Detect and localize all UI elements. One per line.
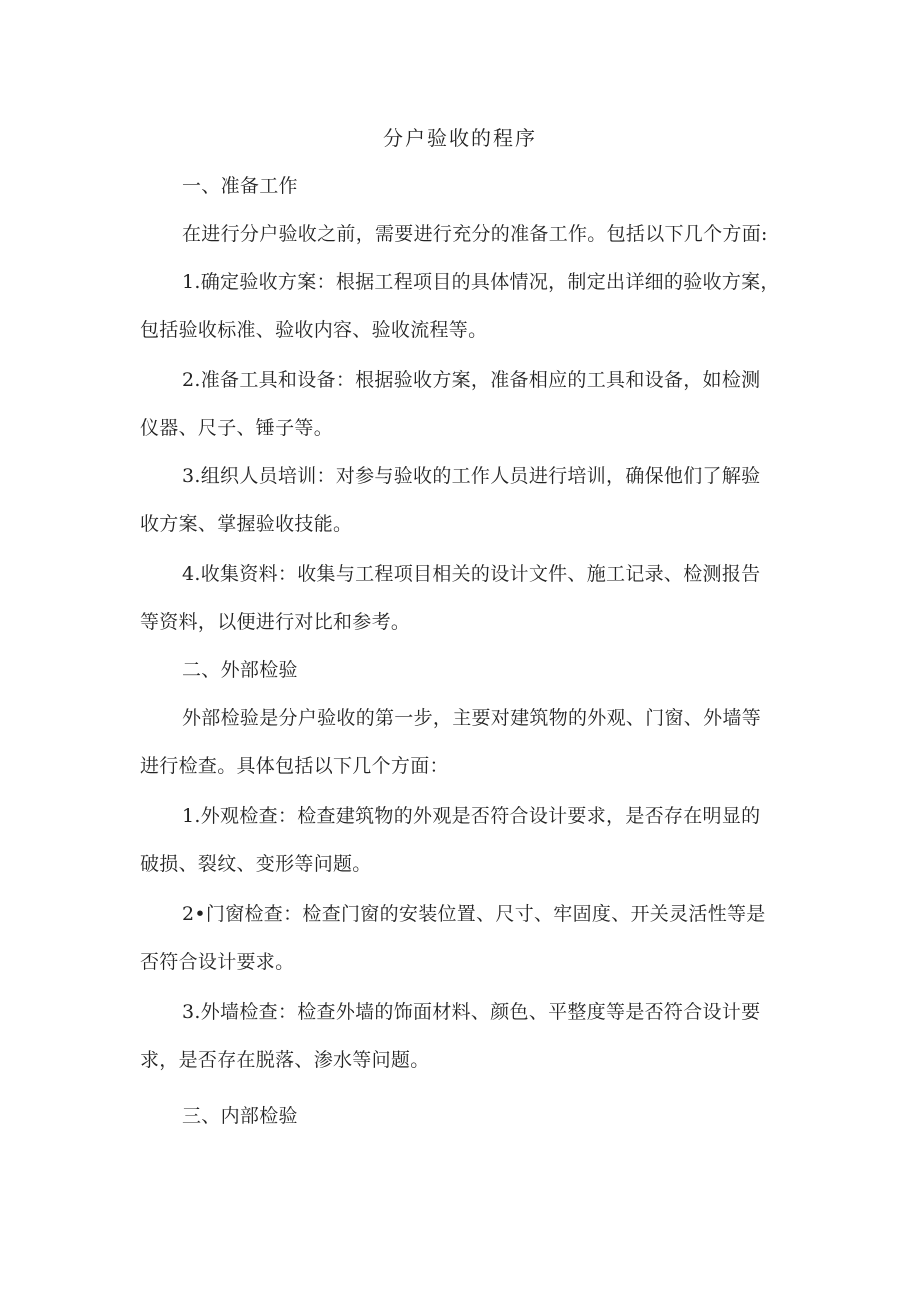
- list-item-line: 2•门窗检查：检查门窗的安装位置、尺寸、牢固度、开关灵活性等是: [182, 903, 766, 925]
- list-item-line: 等资料，以便进行对比和参考。: [140, 611, 411, 633]
- list-item-line: 4.收集资料：收集与工程项目相关的设计文件、施工记录、检测报告: [182, 563, 761, 585]
- list-item-line: 3.组织人员培训：对参与验收的工作人员进行培训，确保他们了解验: [182, 465, 761, 487]
- list-item-line: 求，是否存在脱落、渗水等问题。: [140, 1049, 430, 1071]
- paragraph-exterior-intro: 进行检查。具体包括以下几个方面：: [140, 755, 449, 777]
- list-item-line: 包括验收标准、验收内容、验收流程等。: [140, 319, 488, 341]
- document-title: 分户验收的程序: [383, 126, 537, 150]
- paragraph-preparation-intro: 在进行分户验收之前，需要进行充分的准备工作。包括以下几个方面:: [182, 223, 768, 245]
- list-item-line: 1.外观检查：检查建筑物的外观是否符合设计要求，是否存在明显的: [182, 805, 761, 827]
- section-heading-interior: 三、内部检验: [182, 1105, 298, 1127]
- list-item-line: 1.确定验收方案：根据工程项目的具体情况，制定出详细的验收方案，: [182, 271, 780, 293]
- paragraph-exterior-intro: 外部检验是分户验收的第一步，主要对建筑物的外观、门窗、外墙等: [182, 707, 762, 729]
- list-item-line: 3.外墙检查：检查外墙的饰面材料、颜色、平整度等是否符合设计要: [182, 1001, 761, 1023]
- list-item-line: 否符合设计要求。: [140, 951, 295, 973]
- list-item-line: 仪器、尺子、锤子等。: [140, 417, 334, 439]
- list-item-line: 收方案、掌握验收技能。: [140, 513, 353, 535]
- list-item-line: 破损、裂纹、变形等问题。: [140, 853, 372, 875]
- section-heading-preparation: 一、准备工作: [182, 175, 298, 197]
- list-item-line: 2.准备工具和设备：根据验收方案，准备相应的工具和设备，如检测: [182, 369, 761, 391]
- section-heading-exterior: 二、外部检验: [182, 659, 298, 681]
